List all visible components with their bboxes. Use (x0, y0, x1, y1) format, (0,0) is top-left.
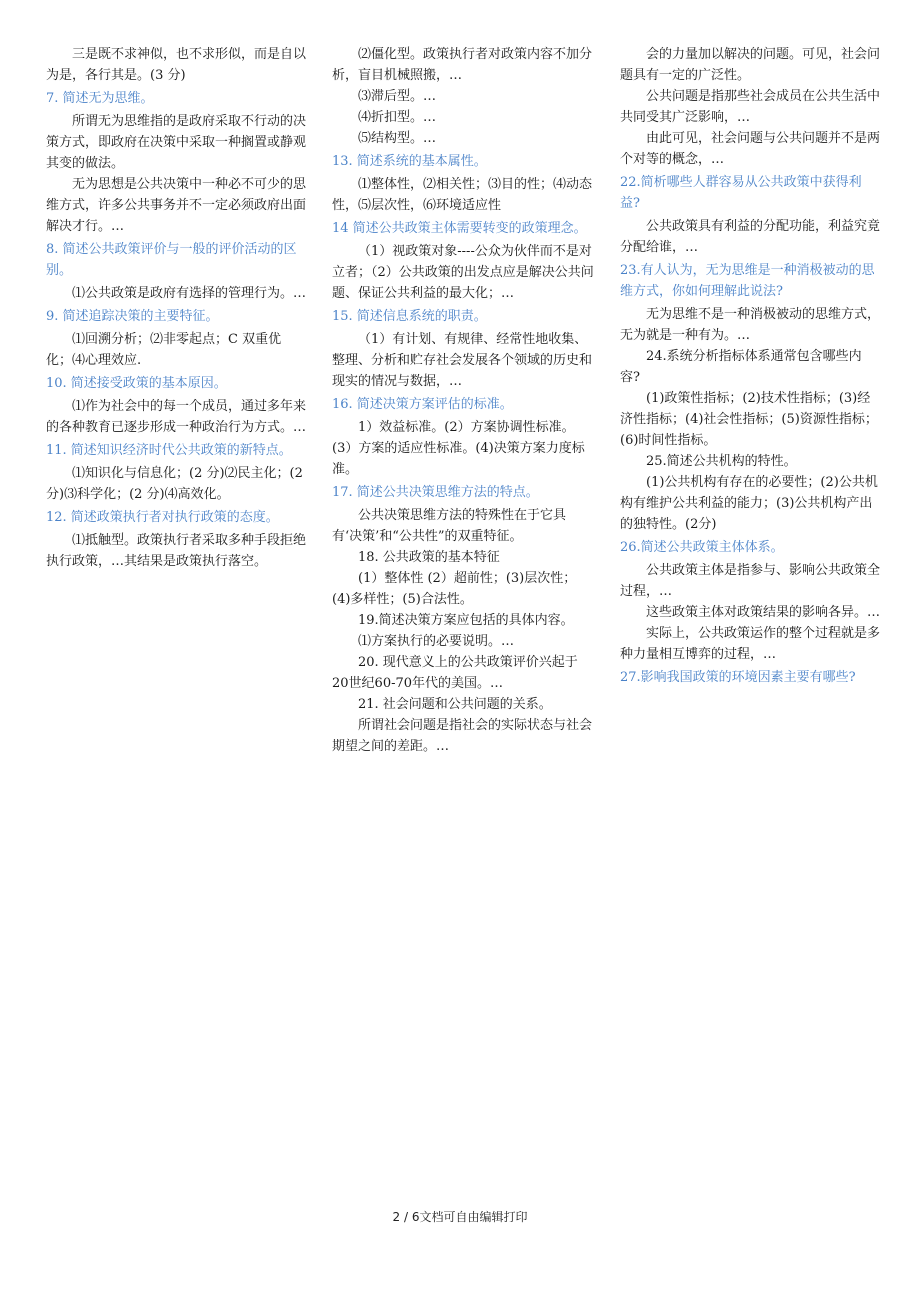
answer-paragraph: 21. 社会问题和公共问题的关系。 (358, 697, 552, 712)
answer-paragraph: (1）整体性 (2）超前性；(3)层次性；(4)多样性；(5)合法性。 (332, 571, 577, 607)
question-heading: 27.影响我国政策的环境因素主要有哪些? (620, 670, 856, 685)
answer-paragraph: ⑴整体性，⑵相关性；⑶目的性；⑷动态性，⑸层次性，⑹环境适应性 (332, 177, 593, 213)
answer-paragraph: 无为思维不是一种消极被动的思维方式，无为就是一种有为。… (620, 307, 881, 343)
question-heading: 14 简述公共政策主体需要转变的政策理念。 (332, 221, 587, 236)
question-heading: 15. 简述信息系统的职责。 (332, 309, 487, 324)
question-heading: 8. 简述公共政策评价与一般的评价活动的区别。 (46, 242, 297, 278)
question-heading: 22.简析哪些人群容易从公共政策中获得利益? (620, 175, 862, 211)
answer-paragraph: ⑴方案执行的必要说明。… (358, 634, 515, 649)
answer-paragraph: (1)政策性指标；(2)技术性指标；(3)经济性指标；(4)社会性指标；(5)资源性指标；(6)时间性指标。 (620, 391, 878, 448)
answer-paragraph: 20. 现代意义上的公共政策评价兴起于20世纪60-70年代的美国。… (332, 655, 578, 691)
question-heading: 17. 简述公共决策思维方法的特点。 (332, 485, 539, 500)
right-column (620, 44, 880, 690)
question-heading: 23.有人认为，无为思维是一种消极被动的思维方式，你如何理解此说法? (620, 263, 875, 299)
answer-paragraph: ⑶滞后型。… (358, 89, 437, 104)
answer-paragraph: （1）有计划、有规律、经常性地收集、整理、分析和贮存社会发展各个领域的历史和现实的情况与数据，… (332, 332, 593, 389)
answer-paragraph: ⑴公共政策是政府有选择的管理行为。… (72, 286, 307, 301)
answer-paragraph: （1）视政策对象----公众为伙伴而不是对立者；（2）公共政策的出发点应是解决公共问题、保证公共利益的最大化；… (332, 244, 594, 301)
answer-paragraph: 这些政策主体对政策结果的影响各异。… (646, 605, 881, 620)
question-heading: 9. 简述追踪决策的主要特征。 (46, 309, 219, 324)
answer-paragraph: ⑸结构型。… (358, 131, 437, 146)
question-heading: 10. 简述接受政策的基本原因。 (46, 376, 227, 391)
answer-paragraph: 公共政策具有利益的分配功能，利益究竟分配给谁，… (620, 219, 881, 255)
answer-paragraph: ⑷折扣型。… (358, 110, 437, 125)
answer-paragraph: 三是既不求神似，也不求形似，而是自以为是，各行其是。(3 分) (46, 47, 307, 83)
answer-paragraph: 18. 公共政策的基本特征 (358, 550, 500, 565)
answer-paragraph: ⑴回溯分析；⑵非零起点；C 双重优化；⑷心理效应. (46, 332, 282, 368)
question-heading: 16. 简述决策方案评估的标准。 (332, 397, 513, 412)
answer-paragraph: ⑴作为社会中的每一个成员，通过多年来的各种教育已逐步形成一种政治行为方式。… (46, 399, 307, 435)
answer-paragraph: 由此可见，社会问题与公共问题并不是两个对等的概念，… (620, 131, 881, 167)
answer-paragraph: ⑴抵触型。政策执行者采取多种手段拒绝执行政策，…其结果是政策执行落空。 (46, 533, 307, 569)
answer-paragraph: 19.简述决策方案应包括的具体内容。 (358, 613, 574, 628)
answer-paragraph: 24.系统分析指标体系通常包含哪些内容? (620, 349, 862, 385)
middle-column (332, 44, 594, 757)
answer-paragraph: 实际上，公共政策运作的整个过程就是多种力量相互博弈的过程，… (620, 626, 881, 662)
answer-paragraph: 会的力量加以解决的问题。可见，社会问题具有一定的广泛性。 (620, 47, 881, 83)
question-heading: 13. 简述系统的基本属性。 (332, 154, 487, 169)
answer-paragraph: 无为思想是公共决策中一种必不可少的思维方式，许多公共事务并不一定必须政府出面解决才行。… (46, 177, 307, 234)
answer-paragraph: 所谓社会问题是指社会的实际状态与社会期望之间的差距。… (332, 718, 593, 754)
question-heading: 7. 简述无为思维。 (46, 91, 154, 106)
question-heading: 12. 简述政策执行者对执行政策的态度。 (46, 510, 279, 525)
answer-paragraph: 1）效益标准。(2）方案协调性标准。(3）方案的适应性标准。(4)决策方案力度标准。 (332, 420, 585, 477)
answer-paragraph: 公共决策思维方法的特殊性在于它具有‘决策’和“公共性”的双重特征。 (332, 508, 567, 544)
answer-paragraph: 公共政策主体是指参与、影响公共政策全过程，… (620, 563, 881, 599)
answer-paragraph: 所谓无为思维指的是政府采取不行动的决策方式，即政府在决策中采取一种搁置或静观其变的做法。 (46, 114, 307, 171)
question-heading: 26.简述公共政策主体体系。 (620, 540, 784, 555)
answer-paragraph: 25.简述公共机构的特性。 (646, 454, 797, 469)
answer-paragraph: 公共问题是指那些社会成员在公共生活中共同受其广泛影响，… (620, 89, 881, 125)
page-footer: 2 / 6文档可自由编辑打印 (392, 1210, 528, 1224)
question-heading: 11. 简述知识经济时代公共政策的新特点。 (46, 443, 292, 458)
left-column (46, 44, 306, 572)
answer-paragraph: ⑴知识化与信息化；(2 分)⑵民主化；(2 分)⑶科学化；(2 分)⑷高效化。 (46, 466, 303, 502)
answer-paragraph: ⑵僵化型。政策执行者对政策内容不加分析，盲目机械照搬，… (332, 47, 593, 83)
answer-paragraph: (1)公共机构有存在的必要性；(2)公共机构有维护公共利益的能力；(3)公共机构产出的独特性。(2分) (620, 475, 878, 532)
